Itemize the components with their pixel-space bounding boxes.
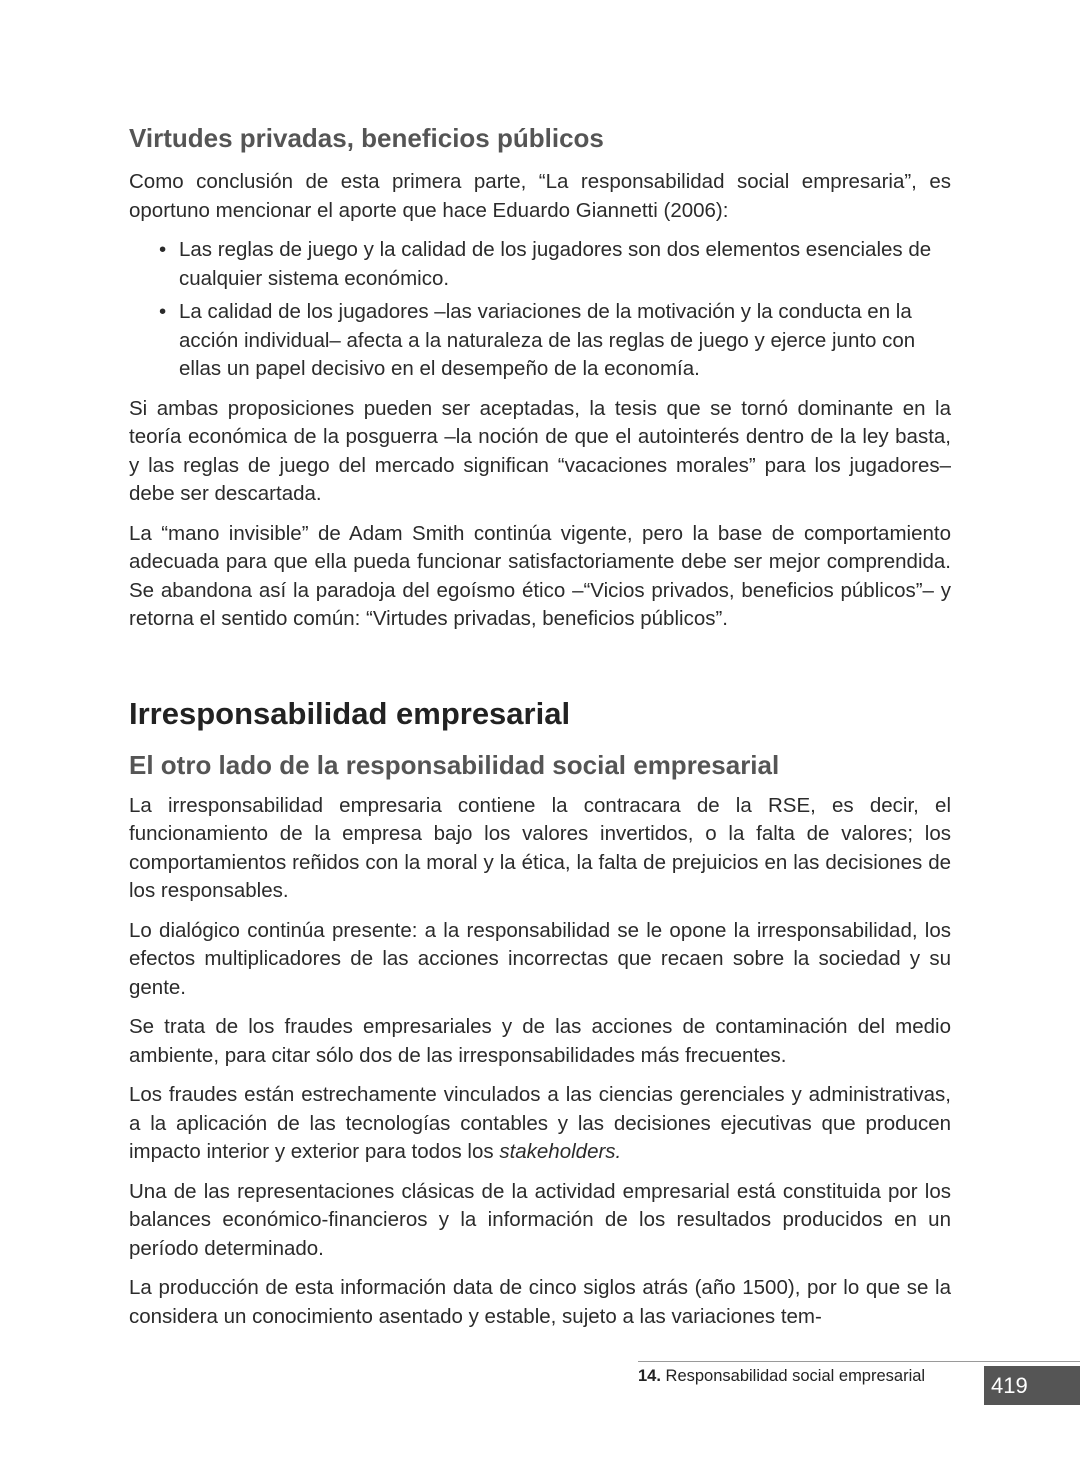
running-footer: [638, 1366, 950, 1386]
paragraph: [129, 1081, 951, 1167]
paragraph: Lo dialógico continúa presente: a la responsabilidad se le opone la irresponsabilidad, los efectos multiplicadores de las acciones incorrectas que recaen sobre la sociedad y su gente.: [129, 918, 951, 999]
bullet-list: [129, 236, 951, 384]
paragraph: La “mano invisible” de Adam Smith continúa vigente, pero la base de comportamiento adecuada para que ella pueda funcionar satisfactoriamente debe ser mejor comprendida. Se abandona así la paradoja del egoísmo ético –“Vicios privados, beneficios públicos”– y retorna el sentido común: “Virtudes privadas, beneficios públicos”.: [129, 521, 951, 630]
section-heading: Virtudes privadas, beneficios públicos: [129, 123, 604, 153]
list-item: [155, 236, 951, 293]
paragraph: La irresponsabilidad empresaria contiene la contracara de la RSE, es decir, el funcionamiento de la empresa bajo los valores invertidos, o la falta de valores; los comportamientos reñidos con la moral y la ética, la falta de prejuicios en las decisiones de los responsables.: [129, 793, 951, 902]
footer-divider: [638, 1361, 1080, 1362]
chapter-heading: Irresponsabilidad empresarial: [129, 695, 571, 731]
paragraph-text: Los fraudes están estrechamente vinculados a las ciencias gerenciales y administrativas, a la aplicación de las tecnologías contables y las decisiones ejecutivas que producen impacto interior y exterior para todos los: [129, 1083, 951, 1163]
bullet-icon: •: [159, 300, 167, 323]
paragraph: Si ambas proposiciones pueden ser aceptadas, la tesis que se tornó dominante en la teoría económica de la posguerra –la noción de que el autointerés dentro de la ley basta, y las reglas de juego del mercado significan “vacaciones morales” para los jugadores– debe ser descartada.: [129, 396, 951, 505]
sub-heading: El otro lado de la responsabilidad social empresarial: [129, 749, 780, 780]
bullet-icon: •: [159, 238, 167, 261]
paragraph: Una de las representaciones clásicas de la actividad empresarial está constituida por los balances económico-financieros y la información de los resultados producidos en un período determinado.: [129, 1179, 951, 1260]
emphasis-text: stakeholders.: [499, 1140, 622, 1163]
footer-chapter-title: Responsabilidad social empresarial: [665, 1367, 926, 1385]
list-item-text: La calidad de los jugadores –las variaciones de la motivación y la conducta en la acción individual– afecta a la naturaleza de las reglas de juego y ejerce junto con ellas un papel decisivo en el desempeño de la economía.: [179, 300, 916, 380]
list-item: [155, 298, 951, 384]
list-item-text: Las reglas de juego y la calidad de los jugadores son dos elementos esenciales de cualquier sistema económico.: [179, 238, 932, 290]
footer-chapter-number: 14.: [638, 1367, 661, 1385]
paragraph: Se trata de los fraudes empresariales y de las acciones de contaminación del medio ambiente, para citar sólo dos de las irresponsabilidades más frecuentes.: [129, 1015, 951, 1067]
page-number-badge: 419: [984, 1366, 1080, 1405]
page-content: [129, 118, 951, 1342]
paragraph: La producción de esta información data de cinco siglos atrás (año 1500), por lo que se la considera un conocimiento asentado y estable, sujeto a las variaciones tem-: [129, 1276, 951, 1328]
paragraph: Como conclusión de esta primera parte, “La responsabilidad social empresaria”, es oportuno mencionar el aporte que hace Eduardo Giannetti (2006):: [129, 170, 951, 222]
